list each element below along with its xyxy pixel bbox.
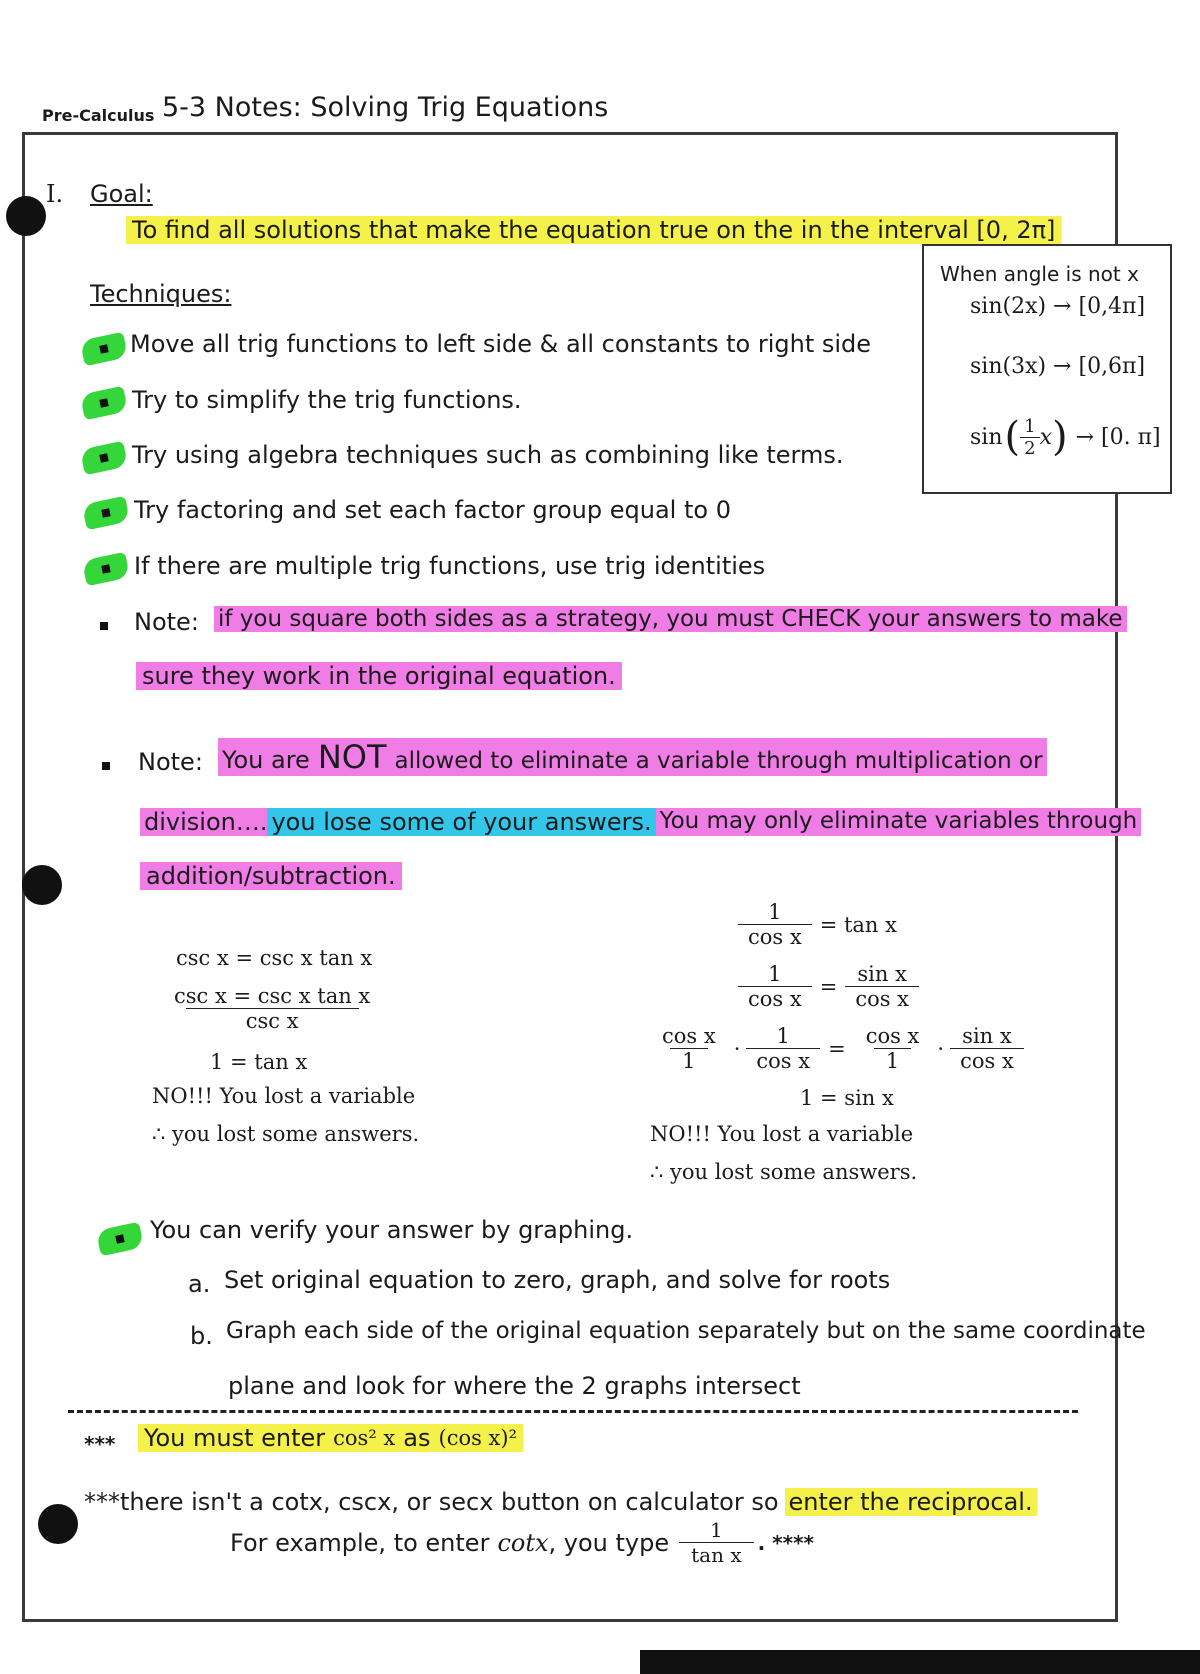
verify-b-text2: plane and look for where the 2 graphs intersect — [228, 1372, 801, 1400]
calc-line1-a: You must enter — [144, 1424, 326, 1452]
right-cosx: cos x — [662, 1024, 716, 1048]
right-sinx: sin x — [857, 962, 907, 986]
verify-text: You can verify your answer by graphing. — [150, 1216, 634, 1244]
calc-line3-b: , you type — [548, 1528, 670, 1557]
right-one: 1 — [874, 1048, 911, 1073]
calc-recip-num: 1 — [710, 1518, 723, 1542]
verify-a-text: Set original equation to zero, graph, and solve for roots — [224, 1266, 891, 1294]
note2-text-b2: you lose some of your answers. — [267, 808, 655, 836]
right-eq-2 — [738, 962, 919, 1011]
calc-line2 — [84, 1488, 1037, 1516]
right-result: 1 = sin x — [800, 1086, 894, 1110]
right-one: 1 — [768, 900, 782, 924]
note2-text-c: addition/subtraction. — [140, 862, 402, 890]
note2-line-a — [218, 738, 1047, 776]
calc-line3 — [230, 1518, 814, 1567]
calc-line3-a: For example, to enter — [230, 1528, 490, 1557]
goal-text: To find all solutions that make the equation true on the in the interval [0, 2π] — [126, 216, 1061, 244]
note1-text-a: if you square both sides as a strategy, you must CHECK your answers to make — [214, 606, 1127, 632]
technique-item-4: Try factoring and set each factor group equal to 0 — [134, 496, 731, 524]
calc-line1 — [138, 1424, 523, 1452]
calc-line3-end: . **** — [757, 1530, 815, 1555]
technique-item-3: Try using algebra techniques such as combining like terms. — [132, 441, 844, 469]
right-cosx: cos x — [845, 986, 919, 1011]
right-one: 1 — [776, 1024, 790, 1048]
binder-hole-middle — [22, 865, 62, 905]
binder-hole-top — [6, 196, 46, 236]
note2-text-a1: You are — [222, 746, 310, 774]
right-cosx: cos x — [865, 1024, 920, 1048]
note2-text-a3: allowed to eliminate a variable through multiplication or — [394, 748, 1043, 774]
verify-b-text1: Graph each side of the original equation separately but on the same coordinate — [226, 1318, 1146, 1344]
right-eq-tan: = tan x — [819, 912, 897, 937]
right-dot: · — [937, 1036, 945, 1061]
dashed-divider — [68, 1410, 1078, 1413]
calc-reciprocal-fraction — [679, 1518, 753, 1567]
right-eq-sign: = — [828, 1036, 846, 1061]
left-therefore: ∴ you lost some answers. — [152, 1122, 420, 1146]
right-eq-1-frac — [738, 900, 812, 949]
calc-cos2: cos² x — [333, 1426, 396, 1450]
left-eq-3: 1 = tan x — [210, 1050, 308, 1074]
right-cosx: cos x — [738, 924, 812, 949]
right-eq-2-frac-left — [738, 962, 812, 1011]
page-title: 5-3 Notes: Solving Trig Equations — [162, 92, 609, 123]
binder-hole-bottom — [38, 1504, 78, 1544]
right-eq-3-frac-c — [854, 1024, 932, 1073]
note1-label: Note: — [134, 608, 199, 636]
technique-item-2: Try to simplify the trig functions. — [132, 386, 522, 414]
calc-as: as — [403, 1424, 431, 1452]
right-one: 1 — [670, 1048, 707, 1073]
left-eq-1: csc x = csc x tan x — [176, 946, 373, 970]
angle-box — [922, 244, 1172, 494]
left-eq-2-fraction — [160, 984, 384, 1033]
angle-box-line3-x: x — [1039, 424, 1052, 450]
verify-b-label: b. — [190, 1322, 213, 1350]
note2-not: NOT — [317, 738, 387, 776]
calc-line2-b: enter the reciprocal. — [785, 1488, 1037, 1516]
angle-box-line3: sin ( $\frac{1}{2}$ x ) → [0. π] — [970, 414, 1161, 460]
square-bullet — [102, 762, 110, 770]
angle-box-half-fraction — [1020, 416, 1039, 459]
calc-stars-1: *** — [84, 1432, 116, 1456]
left-no: NO!!! You lost a variable — [152, 1084, 416, 1108]
page-bottom-edge — [640, 1650, 1200, 1674]
angle-box-heading: When angle is not x — [940, 262, 1139, 286]
right-cosx: cos x — [738, 986, 812, 1011]
right-therefore: ∴ you lost some answers. — [650, 1160, 918, 1184]
square-bullet — [100, 622, 108, 630]
angle-box-line1: sin(2x) → [0,4π] — [970, 294, 1146, 319]
angle-box-line2: sin(3x) → [0,6π] — [970, 354, 1146, 379]
technique-item-5: If there are multiple trig functions, use trig identities — [134, 552, 766, 580]
left-eq-2-num: csc x = csc x tan x — [174, 984, 371, 1008]
angle-box-half-num: 1 — [1024, 415, 1036, 437]
section-numeral: I. — [46, 180, 64, 208]
right-cosx: cos x — [746, 1048, 820, 1073]
right-eq-3-frac-d — [950, 1024, 1024, 1073]
calc-line2-a: ***there isn't a cotx, cscx, or secx button on calculator so — [84, 1488, 779, 1516]
note2-line-b — [140, 808, 1141, 836]
verify-a-label: a. — [188, 1270, 211, 1298]
note2-label: Note: — [138, 748, 203, 776]
right-eq-3-frac-a — [650, 1024, 728, 1073]
right-eq-3-frac-b — [746, 1024, 820, 1073]
left-eq-2-den: csc x — [186, 1008, 359, 1033]
right-no: NO!!! You lost a variable — [650, 1122, 914, 1146]
right-eq-3 — [650, 1024, 1024, 1073]
right-eq-1 — [738, 900, 897, 949]
calc-cot: cotx — [497, 1528, 549, 1557]
course-label: Pre-Calculus — [42, 106, 155, 125]
calc-cosx2: (cos x)² — [438, 1426, 518, 1450]
angle-box-half-den: 2 — [1020, 437, 1039, 459]
note1-text-b: sure they work in the original equation. — [136, 662, 622, 690]
technique-item-1: Move all trig functions to left side & all constants to right side — [130, 330, 872, 358]
right-sinx: sin x — [962, 1024, 1012, 1048]
goal-heading: Goal: — [90, 180, 153, 208]
angle-box-line3-range: → [0. π] — [1075, 424, 1161, 450]
right-cosx: cos x — [950, 1048, 1024, 1073]
calc-recip-den: tan x — [679, 1542, 753, 1567]
note2-text-b1: division…. — [140, 808, 267, 836]
right-eq-sign: = — [819, 974, 838, 999]
techniques-heading: Techniques: — [90, 280, 232, 308]
right-eq-2-frac-right — [845, 962, 919, 1011]
right-dot: · — [733, 1036, 741, 1061]
angle-box-line3-sin: sin — [970, 424, 1003, 450]
right-one: 1 — [768, 962, 782, 986]
note2-text-b3: You may only eliminate variables through — [656, 808, 1142, 836]
